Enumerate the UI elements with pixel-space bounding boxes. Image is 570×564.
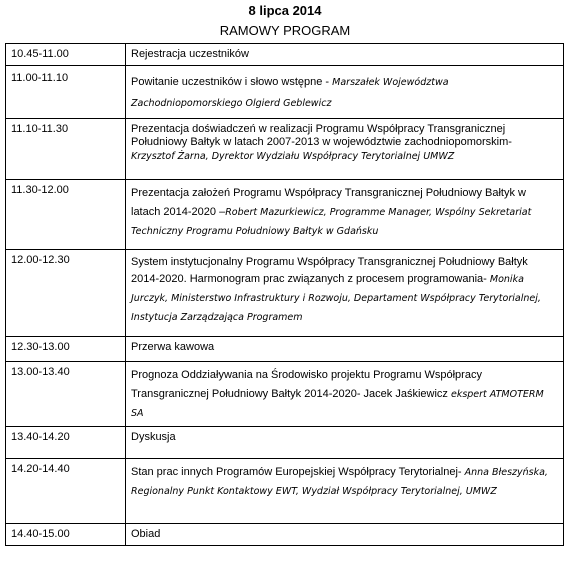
agenda-text: Powitanie uczestników i słowo wstępne - [131,76,333,88]
agenda-cell [126,524,564,546]
speaker-text: Marszałek Województwa Zachodniopomorskiego Olgierd Geblewicz [131,77,449,109]
agenda-cell [126,44,564,66]
program-table [5,43,564,546]
agenda-line [131,72,558,114]
time-cell: 12.30-13.00 [6,337,126,362]
agenda-cell [126,66,564,119]
table-row [6,44,564,66]
program-title: RAMOWY PROGRAM [219,23,351,38]
time-cell: 11.10-11.30 [6,119,126,180]
table-row [6,337,564,362]
agenda-text: Rejestracja uczestników [131,48,249,60]
table-row [6,250,564,337]
table-row [6,427,564,459]
speaker-text: Monika Jurczyk, Ministerstwo Infrastruktury i Rozwoju, Departament Współpracy Terytorialnej, Instytucja Zarządzająca Programem [131,274,541,323]
time-cell: 12.00-12.30 [6,250,126,337]
time-cell: 10.45-11.00 [6,44,126,66]
agenda-text: Stan prac innych Programów Europejskiej Współpracy Terytorialnej- [131,466,465,478]
table-row [6,119,564,180]
agenda-cell [126,362,564,427]
agenda-text: Dyskusja [131,431,176,443]
agenda-cell [126,459,564,524]
table-row [6,524,564,546]
agenda-cell [126,337,564,362]
document-date: 8 lipca 2014 [248,3,322,18]
speaker-text: ekspert ATMOTERM SA [131,389,544,419]
agenda-text: Przerwa kawowa [131,341,215,353]
table-row [6,362,564,427]
agenda-cell [126,180,564,250]
time-cell: 13.40-14.20 [6,427,126,459]
time-cell: 14.20-14.40 [6,459,126,524]
agenda-text: Prezentacja doświadczeń w realizacji Programu Współpracy Transgranicznej Południowy Bałtyk w latach 2007-2013 w województwie zachodniopomorskim- [131,123,512,148]
time-cell: 14.40-15.00 [6,524,126,546]
table-row [6,180,564,250]
agenda-cell [126,250,564,337]
table-row [6,66,564,119]
agenda-text: Prezentacja założeń Programu Współpracy Transgranicznej Południowy Bałtyk w latach 2014-2020 – [131,187,526,218]
time-cell [6,66,126,119]
time-cell: 13.00-13.40 [6,362,126,427]
speaker-text: Robert Mazurkiewicz, Programme Manager, Wspólny Sekretariat Techniczny Programu Południowy Bałtyk w Gdańsku [131,207,532,237]
table-row [6,459,564,524]
agenda-text: Prognoza Oddziaływania na Środowisko projektu Programu Współpracy Transgranicznej Południowy Bałtyk 2014-2020- Jacek Jaśkiewicz [131,369,482,400]
agenda-text: System instytucjonalny Programu Współpracy Transgranicznej Południowy Bałtyk 2014-2020. Harmonogram prac związanych z procesem programowania- [131,256,528,285]
speaker-text: Krzysztof Żarna, Dyrektor Wydziału Współpracy Terytorialnej UMWZ [131,151,455,162]
agenda-cell [126,119,564,180]
speaker-text: Anna Błeszyńska, Regionalny Punkt Kontaktowy EWT, Wydział Współpracy Terytorialnej, UMWZ [131,467,548,497]
agenda-text: Obiad [131,528,161,540]
time-cell: 11.30-12.00 [6,180,126,250]
agenda-cell [126,427,564,459]
time-text: 11.00-11.10 [11,72,69,84]
